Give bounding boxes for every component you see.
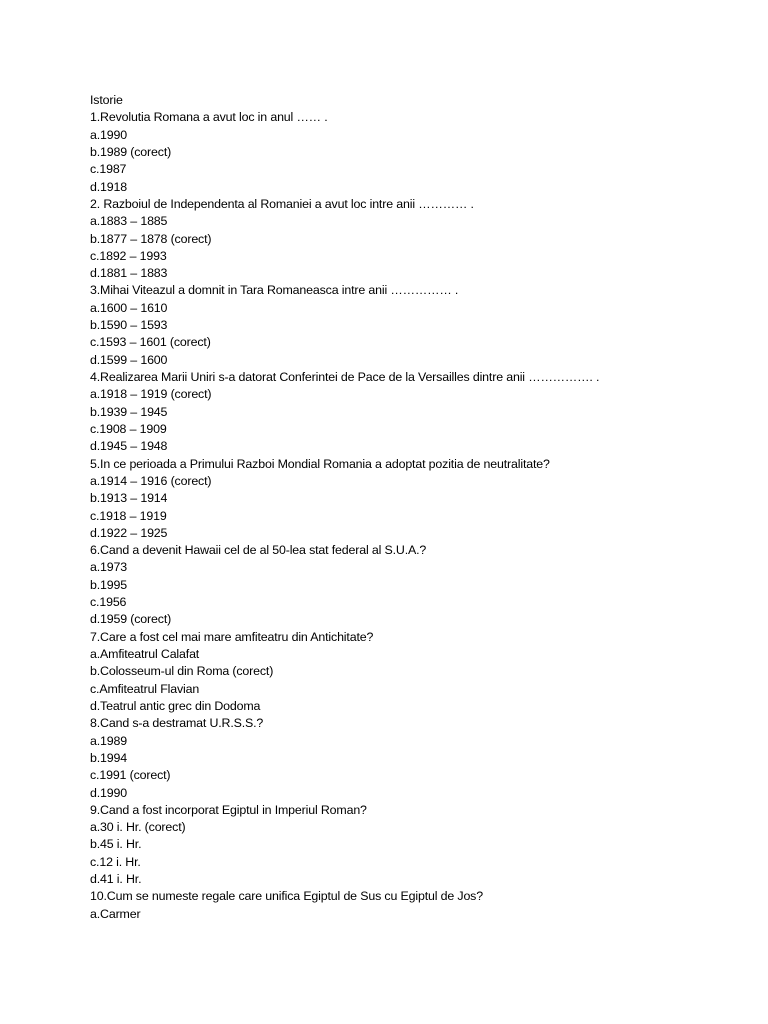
text-line: a.Carmer xyxy=(90,906,141,921)
document-title: Istorie xyxy=(90,93,123,107)
text-line: b.1995 xyxy=(90,577,127,592)
text-line: a.1914 – 1916 (corect) xyxy=(90,473,212,488)
text-line: 4.Realizarea Marii Uniri s-a datorat Conferintei de Pace de la Versailles dintre anii ……………. . xyxy=(90,370,600,384)
text-line: c.1956 xyxy=(90,595,127,610)
text-line: 5.In ce perioada a Primului Razboi Mondial Romania a adoptat pozitia de neutralitate? xyxy=(90,456,550,471)
text-line: 7.Care a fost cel mai mare amfiteatru din Antichitate? xyxy=(90,629,374,644)
text-line: 3.Mihai Viteazul a domnit in Tara Romaneasca intre anii …………… . xyxy=(90,283,459,298)
text-line: a.Amfiteatrul Calafat xyxy=(90,647,200,661)
text-line: d.41 i. Hr. xyxy=(90,872,142,887)
text-line: 10.Cum se numeste regale care unifica Egiptul de Sus cu Egiptul de Jos? xyxy=(90,889,483,904)
text-line: a.1989 xyxy=(90,733,127,748)
text-line: c.1908 – 1909 xyxy=(90,421,167,436)
text-line: a.30 i. Hr. (corect) xyxy=(90,820,186,835)
text-line: d.1599 – 1600 xyxy=(90,352,168,367)
text-line: 6.Cand a devenit Hawaii cel de al 50-lea stat federal al S.U.A.? xyxy=(90,543,427,558)
text-line: d.1881 – 1883 xyxy=(90,266,168,281)
text-line: 1.Revolutia Romana a avut loc in anul …… . xyxy=(90,110,328,125)
text-line: c.12 i. Hr. xyxy=(90,854,141,869)
text-line: c.1918 – 1919 xyxy=(90,508,167,523)
text-line: c.Amfiteatrul Flavian xyxy=(90,681,200,696)
text-line: c.1987 xyxy=(90,162,127,177)
text-line: c.1991 (corect) xyxy=(90,768,171,783)
text-line: 2. Razboiul de Independenta al Romaniei a avut loc intre anii ………… . xyxy=(90,196,474,211)
text-line: c.1593 – 1601 (corect) xyxy=(90,335,211,350)
text-line: a.1990 xyxy=(90,127,127,142)
text-line: c.1892 – 1993 xyxy=(90,248,167,263)
text-line: d.1990 xyxy=(90,785,127,800)
text-line: d.1945 – 1948 xyxy=(90,439,168,454)
text-line: b.1913 – 1914 xyxy=(90,491,168,506)
text-line: b.1939 – 1945 xyxy=(90,404,168,419)
text-line: b.Colosseum-ul din Roma (corect) xyxy=(90,664,274,679)
document-page xyxy=(90,92,750,923)
text-line: b.1877 – 1878 (corect) xyxy=(90,231,212,246)
text-line: a.1973 xyxy=(90,560,127,575)
text-line: 8.Cand s-a destramat U.R.S.S.? xyxy=(90,716,264,731)
text-line: d.Teatrul antic grec din Dodoma xyxy=(90,698,261,713)
text-line: a.1600 – 1610 xyxy=(90,300,168,315)
text-line: a.1883 – 1885 xyxy=(90,214,168,229)
text-line: a.1918 – 1919 (corect) xyxy=(90,387,212,402)
text-line: d.1959 (corect) xyxy=(90,612,172,627)
text-line: 9.Cand a fost incorporat Egiptul in Imperiul Roman? xyxy=(90,802,367,817)
text-line: d.1922 – 1925 xyxy=(90,525,168,540)
text-line: b.45 i. Hr. xyxy=(90,837,142,852)
text-line: b.1994 xyxy=(90,750,127,765)
text-line: d.1918 xyxy=(90,179,127,194)
text-line: b.1989 (corect) xyxy=(90,144,172,159)
text-line: b.1590 – 1593 xyxy=(90,318,168,333)
